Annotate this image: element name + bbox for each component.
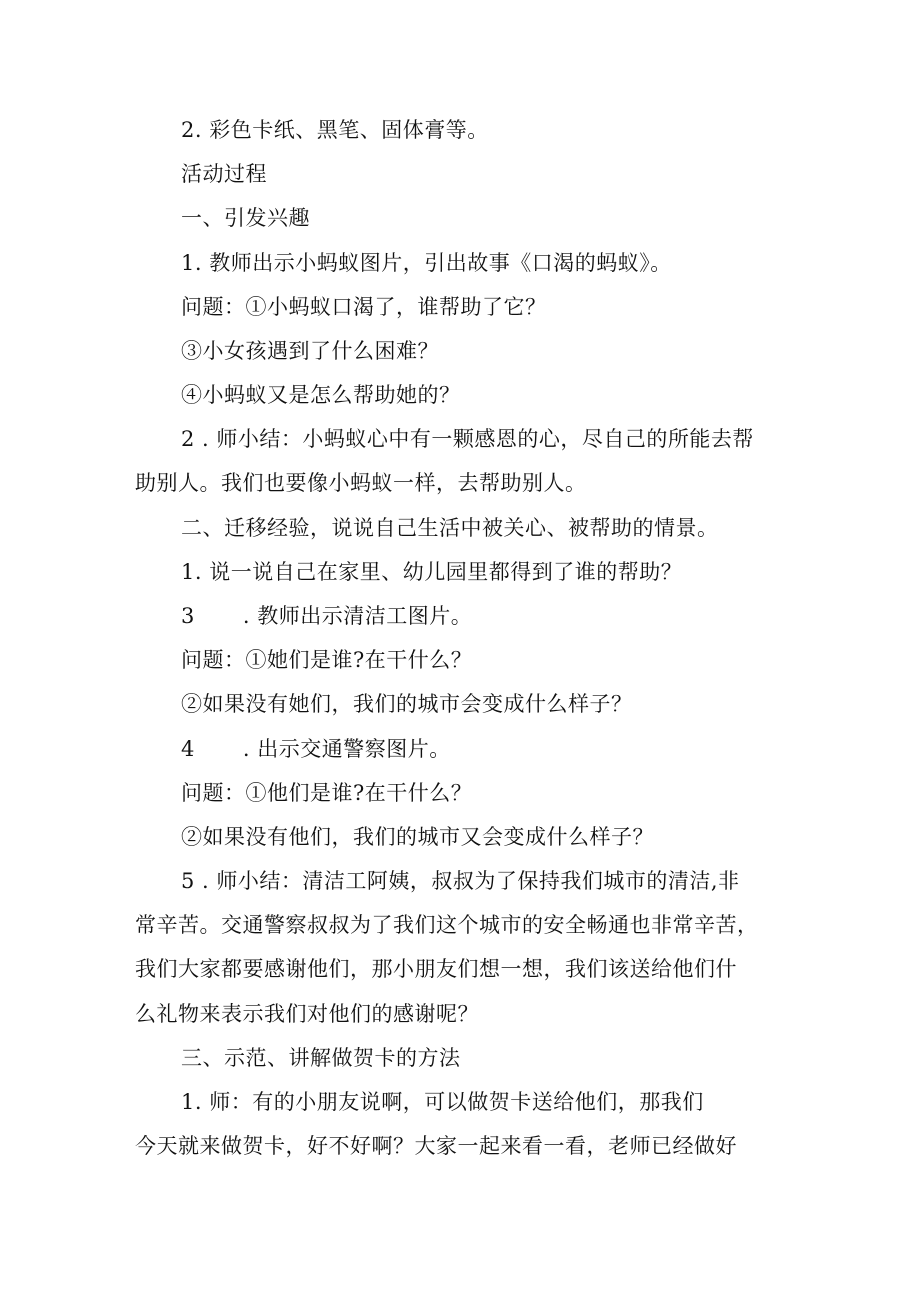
text-line: 助别人。我们也要像小蚂蚁一样，去帮助别人。: [135, 471, 587, 495]
text-line: ④小蚂蚁又是怎么帮助她的？: [181, 383, 461, 407]
text-line: ②如果没有他们，我们的城市又会变成什么样子？: [181, 825, 654, 849]
text-line: 么礼物来表示我们对他们的感谢呢？: [135, 1002, 479, 1026]
section-heading: 活动过程: [181, 162, 267, 186]
section-heading: 三、示范、讲解做贺卡的方法: [181, 1046, 461, 1070]
item-number: 4: [181, 737, 195, 761]
text-line: 5 . 师小结：清洁工阿姨，叔叔为了保持我们城市的清洁,非: [181, 869, 740, 893]
section-heading: 一、引发兴趣: [181, 206, 310, 230]
text-line: 问题：①她们是谁?在干什么？: [181, 648, 473, 672]
text-line: 1. 教师出示小蚂蚁图片，引出故事《口渴的蚂蚁》。: [181, 251, 672, 275]
section-heading: 二、迁移经验，说说自己生活中被关心、被帮助的情景。: [181, 516, 719, 540]
text-line: 2 . 师小结：小蚂蚁心中有一颗感恩的心，尽自己的所能去帮: [181, 427, 754, 451]
item-text: . 出示交通警察图片。: [242, 737, 451, 761]
text-line: 今天就来做贺卡，好不好啊？大家一起来看一看，老师已经做好: [135, 1134, 737, 1158]
text-line: [181, 602, 472, 630]
item-number: 3: [181, 604, 195, 628]
text-line: 2. 彩色卡纸、黑笔、固体膏等。: [181, 118, 489, 142]
text-line: ③小女孩遇到了什么困难？: [181, 339, 439, 363]
text-line: [181, 735, 451, 763]
text-line: 常辛苦。交通警察叔叔为了我们这个城市的安全畅通也非常辛苦，: [135, 913, 759, 937]
text-line: 1. 说一说自己在家里、幼儿园里都得到了谁的帮助？: [181, 560, 683, 584]
text-line: 我们大家都要感谢他们，那小朋友们想一想，我们该送给他们什: [135, 957, 737, 981]
text-line: 1. 师：有的小朋友说啊，可以做贺卡送给他们，那我们: [181, 1090, 704, 1114]
text-line: 问题：①他们是谁?在干什么？: [181, 781, 473, 805]
text-line: 问题：①小蚂蚁口渴了，谁帮助了它？: [181, 295, 547, 319]
item-text: . 教师出示清洁工图片。: [242, 604, 473, 628]
text-line: ②如果没有她们，我们的城市会变成什么样子？: [181, 692, 633, 716]
